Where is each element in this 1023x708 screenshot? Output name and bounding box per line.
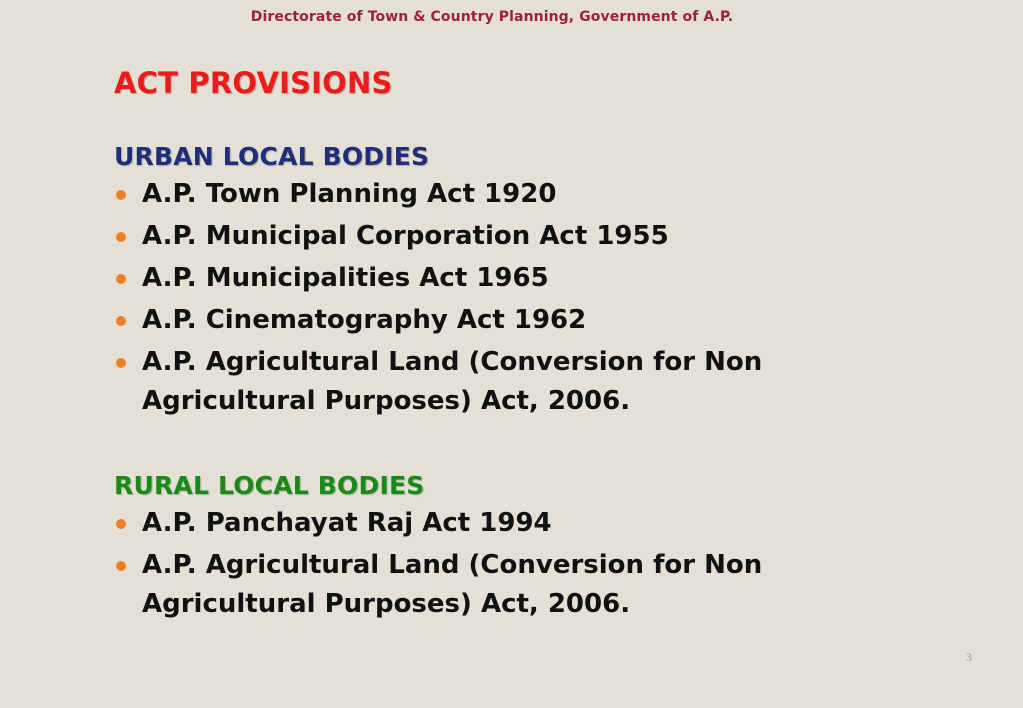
list-item: [114, 504, 814, 543]
bullet-icon: [116, 190, 126, 200]
bullet-icon: [116, 274, 126, 284]
list-item-text: A.P. Panchayat Raj Act 1994: [142, 508, 552, 538]
urban-local-bodies-section: [114, 139, 814, 424]
rural-section-heading: RURAL LOCAL BODIES: [114, 471, 425, 500]
slide-title: ACT PROVISIONS: [114, 66, 393, 100]
rural-acts-list: [114, 504, 814, 624]
bullet-icon: [116, 358, 126, 368]
list-item: [114, 175, 814, 214]
urban-acts-list: [114, 175, 814, 421]
list-item: [114, 259, 814, 298]
list-item: [114, 343, 814, 421]
rural-local-bodies-section: [114, 468, 814, 627]
list-item-text: A.P. Municipalities Act 1965: [142, 263, 549, 293]
bullet-icon: [116, 232, 126, 242]
list-item-text: A.P. Cinematography Act 1962: [142, 305, 587, 335]
list-item-text: A.P. Agricultural Land (Conversion for Non Agricultural Purposes) Act, 2006.: [142, 550, 763, 619]
urban-section-heading: URBAN LOCAL BODIES: [114, 142, 430, 171]
list-item-text: A.P. Municipal Corporation Act 1955: [142, 221, 669, 251]
list-item-text: A.P. Town Planning Act 1920: [142, 179, 557, 209]
bullet-icon: [116, 519, 126, 529]
bullet-icon: [116, 561, 126, 571]
bullet-icon: [116, 316, 126, 326]
list-item-text: A.P. Agricultural Land (Conversion for Non Agricultural Purposes) Act, 2006.: [142, 347, 763, 416]
page-number: 3: [966, 650, 972, 664]
list-item: [114, 217, 814, 256]
slide-header: Directorate of Town & Country Planning, Government of A.P.: [250, 9, 734, 25]
list-item: [114, 546, 814, 624]
list-item: [114, 301, 814, 340]
